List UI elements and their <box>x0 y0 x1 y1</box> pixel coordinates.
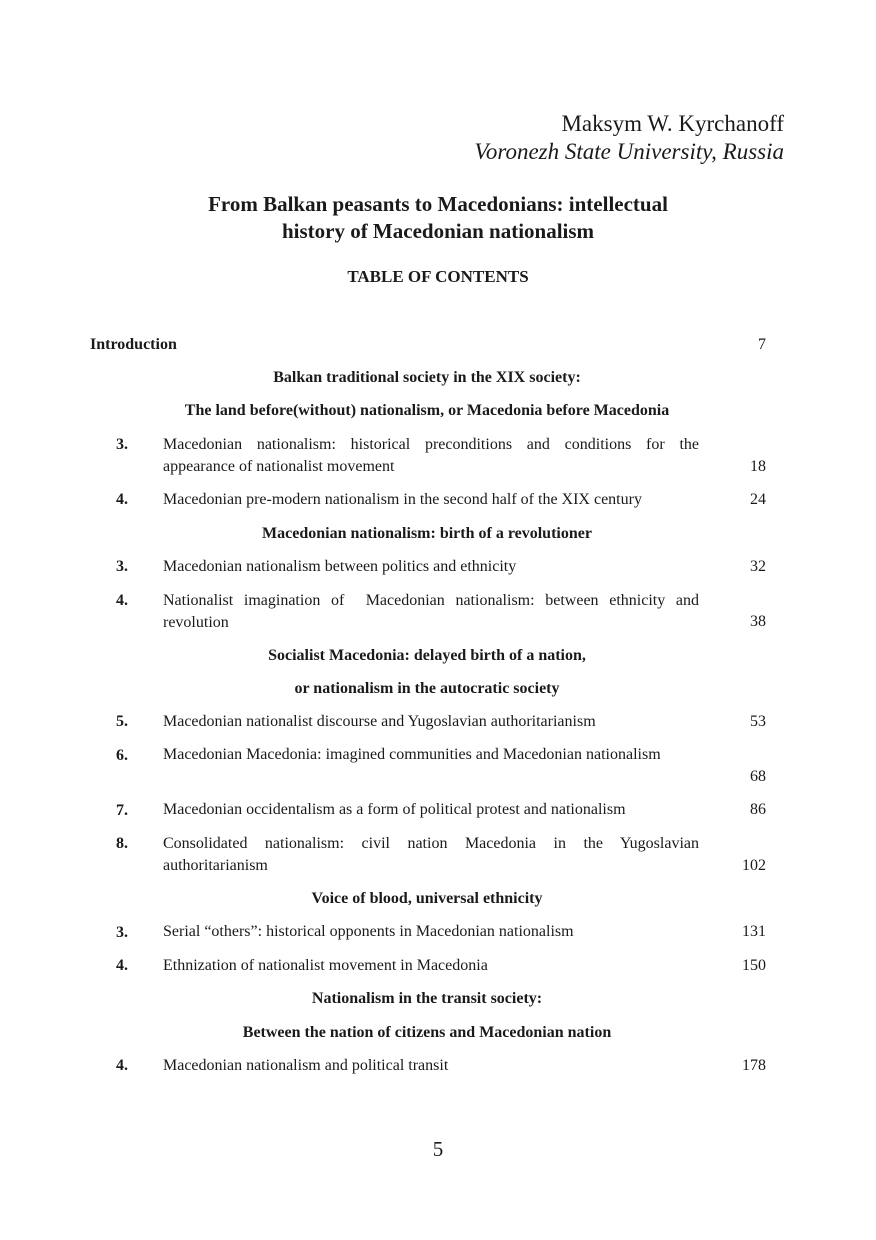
toc-section-heading: Between the nation of citizens and Macedonian nation <box>242 1024 612 1041</box>
toc-entry-number: 4. <box>116 957 128 974</box>
toc-entry-title: Macedonian nationalism: historical preconditions and conditions for the appearance of nationalist movement <box>163 436 699 475</box>
toc-entry-title: Macedonian nationalism and political transit <box>163 1057 449 1074</box>
title-line-2: history of Macedonian nationalism <box>281 219 595 243</box>
author-name: Maksym W. Kyrchanoff <box>561 111 784 136</box>
page-number: 5 <box>432 1137 444 1161</box>
toc-entry-title: Ethnization of nationalist movement in Macedonia <box>163 957 488 974</box>
toc-entry-number: 3. <box>116 436 128 453</box>
toc-entry-number: 3. <box>116 924 128 941</box>
toc-entry-title: Macedonian pre-modern nationalism in the second half of the XIX century <box>163 491 642 508</box>
toc-introduction-label: Introduction <box>90 336 177 353</box>
toc-entry-page: 178 <box>742 1057 766 1074</box>
toc-entry-number: 3. <box>116 558 128 575</box>
toc-entry-title: Nationalist imagination of Macedonian nationalism: between ethnicity and revolution <box>163 592 703 631</box>
toc-heading: TABLE OF CONTENTS <box>347 267 529 286</box>
toc-entry-number: 4. <box>116 592 128 609</box>
toc-section-heading: Socialist Macedonia: delayed birth of a nation, <box>268 647 586 664</box>
document-title <box>0 191 876 245</box>
toc-entry-page: 131 <box>742 923 766 940</box>
toc-entry-page: 102 <box>742 857 766 874</box>
toc-entry-page: 18 <box>750 458 766 475</box>
toc-entry-number: 4. <box>116 1057 128 1074</box>
toc-section-heading: Balkan traditional society in the XIX society: <box>273 369 581 386</box>
toc-entry-title: Macedonian nationalist discourse and Yugoslavian authoritarianism <box>163 713 596 730</box>
toc-section-heading: The land before(without) nationalism, or Macedonia before Macedonia <box>184 402 670 419</box>
title-line-1: From Balkan peasants to Macedonians: intellectual <box>208 192 668 216</box>
toc-entry-title: Serial “others”: historical opponents in Macedonian nationalism <box>163 923 574 940</box>
toc-entry-number: 5. <box>116 713 128 730</box>
toc-entry-page: 38 <box>750 613 766 630</box>
toc-section-heading: Voice of blood, universal ethnicity <box>311 890 543 907</box>
toc-entry-title: Consolidated nationalism: civil nation Macedonia in the Yugoslavian authoritarianism <box>163 835 699 874</box>
toc-entry-page: 86 <box>750 801 766 818</box>
toc-entry-title: Macedonian occidentalism as a form of political protest and nationalism <box>163 801 626 818</box>
toc-section-heading: Nationalism in the transit society: <box>311 990 543 1007</box>
toc-entry-page: 150 <box>742 957 766 974</box>
toc-section-heading: Macedonian nationalism: birth of a revolutioner <box>262 525 592 542</box>
toc-section-heading: or nationalism in the autocratic society <box>294 680 560 697</box>
toc-entry-page: 32 <box>750 558 766 575</box>
toc-entry-number: 4. <box>116 491 128 508</box>
toc-entry-number: 7. <box>116 802 128 819</box>
toc-entry-number: 6. <box>116 747 128 764</box>
toc-entry-page: 24 <box>750 491 766 508</box>
author-affiliation: Voronezh State University, Russia <box>474 139 784 164</box>
toc-entry-page: 53 <box>750 713 766 730</box>
toc-entry-number: 8. <box>116 835 128 852</box>
author-block <box>474 110 784 166</box>
toc-entry-title: Macedonian nationalism between politics and ethnicity <box>163 558 517 575</box>
toc-entry-title: Macedonian Macedonia: imagined communities and Macedonian nationalism <box>163 746 661 763</box>
toc-introduction-page: 7 <box>758 336 766 353</box>
toc-entry-page: 68 <box>750 768 766 785</box>
